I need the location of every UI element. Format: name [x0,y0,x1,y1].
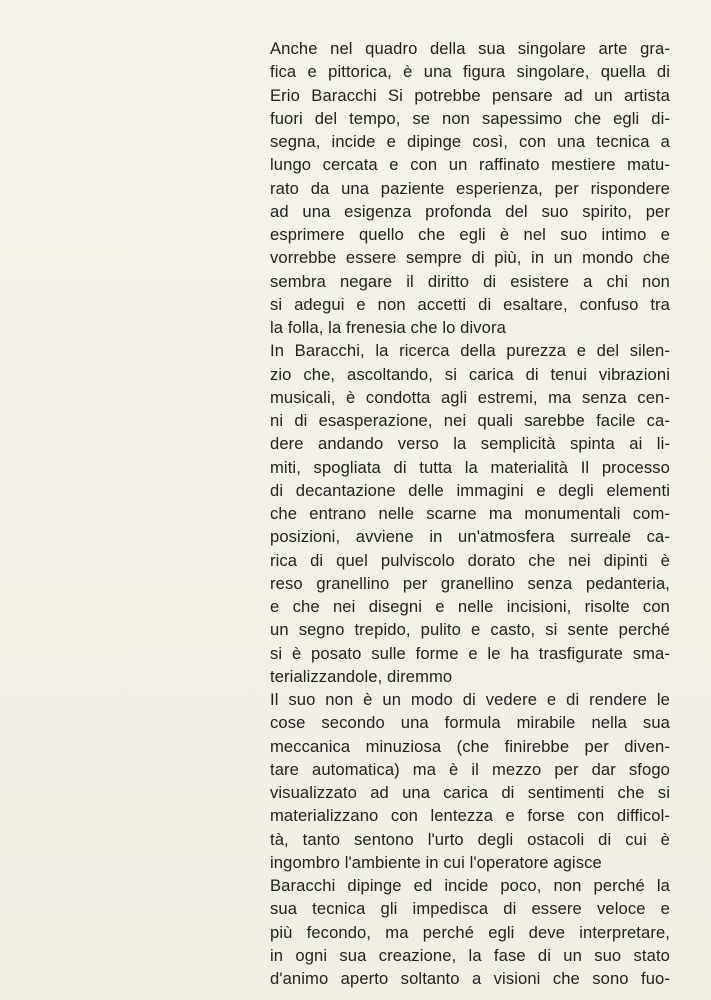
text-line: musicali, è condotta agli estremi, ma senza cen- [270,387,670,407]
text-line: di decantazione delle immagini e degli elementi [270,480,670,500]
text-line: reso granellino per granellino senza pedanteria, [270,573,670,593]
text-line: zio che, ascoltando, si carica di tenui vibrazioni [270,364,670,384]
text-line: rica di quel pulviscolo dorato che nei dipinti è [270,550,670,570]
text-line: miti, spogliata di tutta la materialità Il processo [270,457,670,477]
text-line: fuori del tempo, se non sapessimo che egli di- [270,108,670,128]
text-line: sua tecnica gli impedisca di essere veloce e [270,899,670,919]
text-line: visualizzato ad una carica di sentimenti che si [270,783,670,802]
text-line: lungo cercata e con un raffinato mestiere matu- [270,155,670,175]
text-line: un segno trepido, pulito e casto, si sente perché [270,620,670,640]
text-line: dere andando verso la semplicità spinta ai li- [270,434,670,454]
text-line: che entrano nelle scarne ma monumentali com- [270,504,670,523]
text-line: più fecondo, ma perché egli deve interpretare, [270,922,670,942]
text-line: e che nei disegni e nelle incisioni, risolte con [270,597,670,616]
text-line: esprimere quello che egli è nel suo intimo e [270,225,670,244]
body-text [270,37,670,990]
text-line: ad una esigenza profonda del suo spirito, per [270,201,670,221]
text-line: meccanica minuziosa (che finirebbe per diven- [270,736,670,756]
text-line: cose secondo una formula mirabile nella sua [270,713,670,733]
text-line: posizioni, avviene in un'atmosfera surreale ca- [270,527,670,547]
text-line: vorrebbe essere sempre di più, in un mondo che [270,248,670,268]
text-line: si adegui e non accetti di esaltare, confuso tra [270,294,670,314]
text-line: Il suo non è un modo di vedere e di rendere le [270,690,670,709]
text-line: si è posato sulle forme e le ha trasfigurate sma- [270,643,670,663]
text-line: sembra negare il diritto di esistere a chi non [270,271,670,291]
text-line: materializzano con lentezza e forse con difficol- [270,806,670,826]
text-line: rato da una paziente esperienza, per rispondere [270,178,670,198]
text-line: Baracchi dipinge ed incide poco, non perché la [270,876,670,895]
text-line: fica e pittorica, è una figura singolare, quella di [270,62,670,82]
text-line: in ogni sua creazione, la fase di un suo stato [270,945,670,965]
text-line: Anche nel quadro della sua singolare arte gra- [270,39,670,58]
text-line: ni di esasperazione, nei quali sarebbe facile ca- [270,411,670,430]
text-line: Erio Baracchi Si potrebbe pensare ad un artista [270,85,670,105]
text-line: tà, tanto sentono l'urto degli ostacoli di cui è [270,829,670,849]
text-line: ingombro l'ambiente in cui l'operatore agisce [270,852,602,872]
text-line: d'animo aperto soltanto a visioni che sono fuo- [270,969,670,988]
text-line: In Baracchi, la ricerca della purezza e del silen- [270,341,670,361]
text-line: segna, incide e dipinge così, con una tecnica a [270,132,670,151]
text-line: terializzandole, diremmo [270,666,453,686]
text-line: tare automatica) ma è il mezzo per dar sfogo [270,759,670,779]
text-line: la folla, la frenesia che lo divora [270,318,506,337]
